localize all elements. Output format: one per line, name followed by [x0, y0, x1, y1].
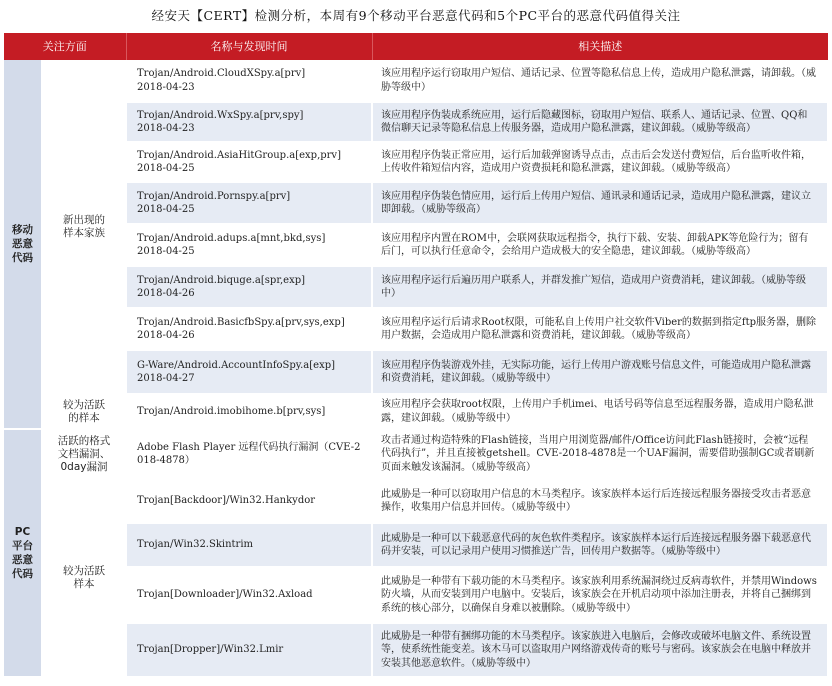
subgroup-active-pc-samples: 较为活跃样本: [42, 479, 126, 677]
description-cell: 此威胁是一种可以下载恶意代码的灰色软件类程序。该家族样本运行后连接远程服务器下载恶意代码并安装，可以记录用户使用习惯推送广告，回传用户数据等。（威胁等级中）: [372, 523, 828, 567]
table-row: [4, 224, 828, 266]
header-focus-area: 关注方面: [4, 33, 126, 60]
subgroup-new-families: 新出现的样本家族: [42, 60, 126, 394]
table-row: [4, 429, 828, 479]
table-row: [4, 60, 828, 102]
table-row: [4, 102, 828, 142]
malware-name-cell: G-Ware/Android.AccountInfoSpy.a[exp] 2018-04-27: [126, 350, 372, 394]
table-row: [4, 623, 828, 677]
description-cell: 该应用程序运行后请求Root权限，可能私自上传用户社交软件Viber的数据到指定ftp服务器，删除用户数据，会造成用户隐私泄露和资费消耗，建议卸载。（威胁等级高）: [372, 308, 828, 350]
description-cell: 该应用程序伪装正常应用，运行后加载弹窗诱导点击，点击后会发送付费短信，后台监听收件箱，上传收件箱短信内容，造成用户资费损耗和隐私泄露，建议卸载。（威胁等级高）: [372, 142, 828, 182]
malware-name-cell: Trojan/Android.adups.a[mnt,bkd,sys] 2018-04-25: [126, 224, 372, 266]
malware-name-cell: Trojan/Android.BasicfbSpy.a[prv,sys,exp] 2018-04-26: [126, 308, 372, 350]
malware-name-cell: Trojan/Android.CloudXSpy.a[prv] 2018-04-23: [126, 60, 372, 102]
malware-name-cell: Trojan/Android.biquge.a[spr,exp] 2018-04-26: [126, 266, 372, 308]
table-row: [4, 350, 828, 394]
malware-table: [4, 33, 829, 678]
table-row: [4, 479, 828, 523]
page-title: 经安天【CERT】检测分析，本周有9个移动平台恶意代码和5个PC平台的恶意代码值得关注: [151, 8, 681, 23]
header-description: 相关描述: [372, 33, 828, 60]
malware-name-cell: Adobe Flash Player 远程代码执行漏洞（CVE-2018-4878）: [126, 429, 372, 479]
malware-name-cell: Trojan/Android.Pornspy.a[prv] 2018-04-25: [126, 182, 372, 224]
description-cell: 该应用程序会获取root权限，上传用户手机imei、电话号码等信息至远程服务器，造成用户隐私泄露，建议卸载。（威胁等级中）: [372, 394, 828, 429]
description-cell: 该应用程序伪装游戏外挂，无实际功能，运行上传用户游戏账号信息文件，可能造成用户隐私泄露和资费消耗，建议卸载。（威胁等级中）: [372, 350, 828, 394]
category-pc: PC平台恶意代码: [4, 429, 42, 677]
malware-name-cell: Trojan[Backdoor]/Win32.Hankydor: [126, 479, 372, 523]
malware-name-cell: Trojan[Dropper]/Win32.Lmir: [126, 623, 372, 677]
subgroup-vulnerabilities: 活跃的格式文档漏洞、0day漏洞: [42, 429, 126, 479]
malware-name-cell: Trojan[Downloader]/Win32.Axload: [126, 567, 372, 623]
table-row: [4, 142, 828, 182]
table-row: [4, 394, 828, 429]
table-row: [4, 523, 828, 567]
description-cell: 此威胁是一种带有捆绑功能的木马类程序。该家族进入电脑后，会修改或破坏电脑文件、系统设置等，使系统性能变差。该木马可以盗取用户网络游戏传奇的账号与密码。该家族会在电脑中释放并安装其他恶意软件。（威胁等级中）: [372, 623, 828, 677]
description-cell: 该应用程序运行后遍历用户联系人，并群发推广短信，造成用户资费消耗，建议卸载。（威胁等级中）: [372, 266, 828, 308]
malware-name-cell: Trojan/Android.imobihome.b[prv,sys]: [126, 394, 372, 429]
description-cell: 攻击者通过构造特殊的Flash链接，当用户用浏览器/邮件/Office访问此Flash链接时，会被“远程代码执行”，并且直接被getshell。CVE-2018-4878是一个UAF漏洞，需要借助强制GC或者刷新页面来触发该漏洞。（威胁等级高）: [372, 429, 828, 479]
description-cell: 此威胁是一种带有下载功能的木马类程序。该家族利用系统漏洞绕过反病毒软件，并禁用Windows防火墙，从而安装到用户电脑中。安装后，该家族会在开机启动项中添加注册表，并将自己捆绑到系统的核心部分，以确保自身难以被删除。（威胁等级中）: [372, 567, 828, 623]
description-cell: 该应用程序运行窃取用户短信、通话记录、位置等隐私信息上传，造成用户隐私泄露，请卸载。（威胁等级中）: [372, 60, 828, 102]
table-row: [4, 182, 828, 224]
description-cell: 此威胁是一种可以窃取用户信息的木马类程序。该家族样本运行后连接远程服务器接受攻击者恶意操作，收集用户信息并回传。（威胁等级中）: [372, 479, 828, 523]
description-cell: 该应用程序伪装成系统应用，运行后隐藏图标，窃取用户短信、联系人、通话记录、位置、QQ和微信聊天记录等隐私信息上传服务器，造成用户隐私泄露，建议卸载。（威胁等级高）: [372, 102, 828, 142]
description-cell: 该应用程序伪装色情应用，运行后上传用户短信、通讯录和通话记录，造成用户隐私泄露，建议立即卸载。（威胁等级高）: [372, 182, 828, 224]
description-cell: 该应用程序内置在ROM中，会联网获取远程指令，执行下载、安装、卸载APK等危险行为；留有后门，可以执行任意命令，会给用户造成极大的安全隐患，建议卸载。（威胁等级高）: [372, 224, 828, 266]
table-row: [4, 567, 828, 623]
malware-name-cell: Trojan/Android.WxSpy.a[prv,spy] 2018-04-23: [126, 102, 372, 142]
subgroup-active-samples: 较为活跃的样本: [42, 394, 126, 429]
header-name-date: 名称与发现时间: [126, 33, 372, 60]
category-mobile: 移动恶意代码: [4, 60, 42, 429]
malware-name-cell: Trojan/Win32.Skintrim: [126, 523, 372, 567]
malware-name-cell: Trojan/Android.AsiaHitGroup.a[exp,prv] 2018-04-25: [126, 142, 372, 182]
table-row: [4, 308, 828, 350]
table-header-row: [4, 33, 828, 60]
table-row: [4, 266, 828, 308]
